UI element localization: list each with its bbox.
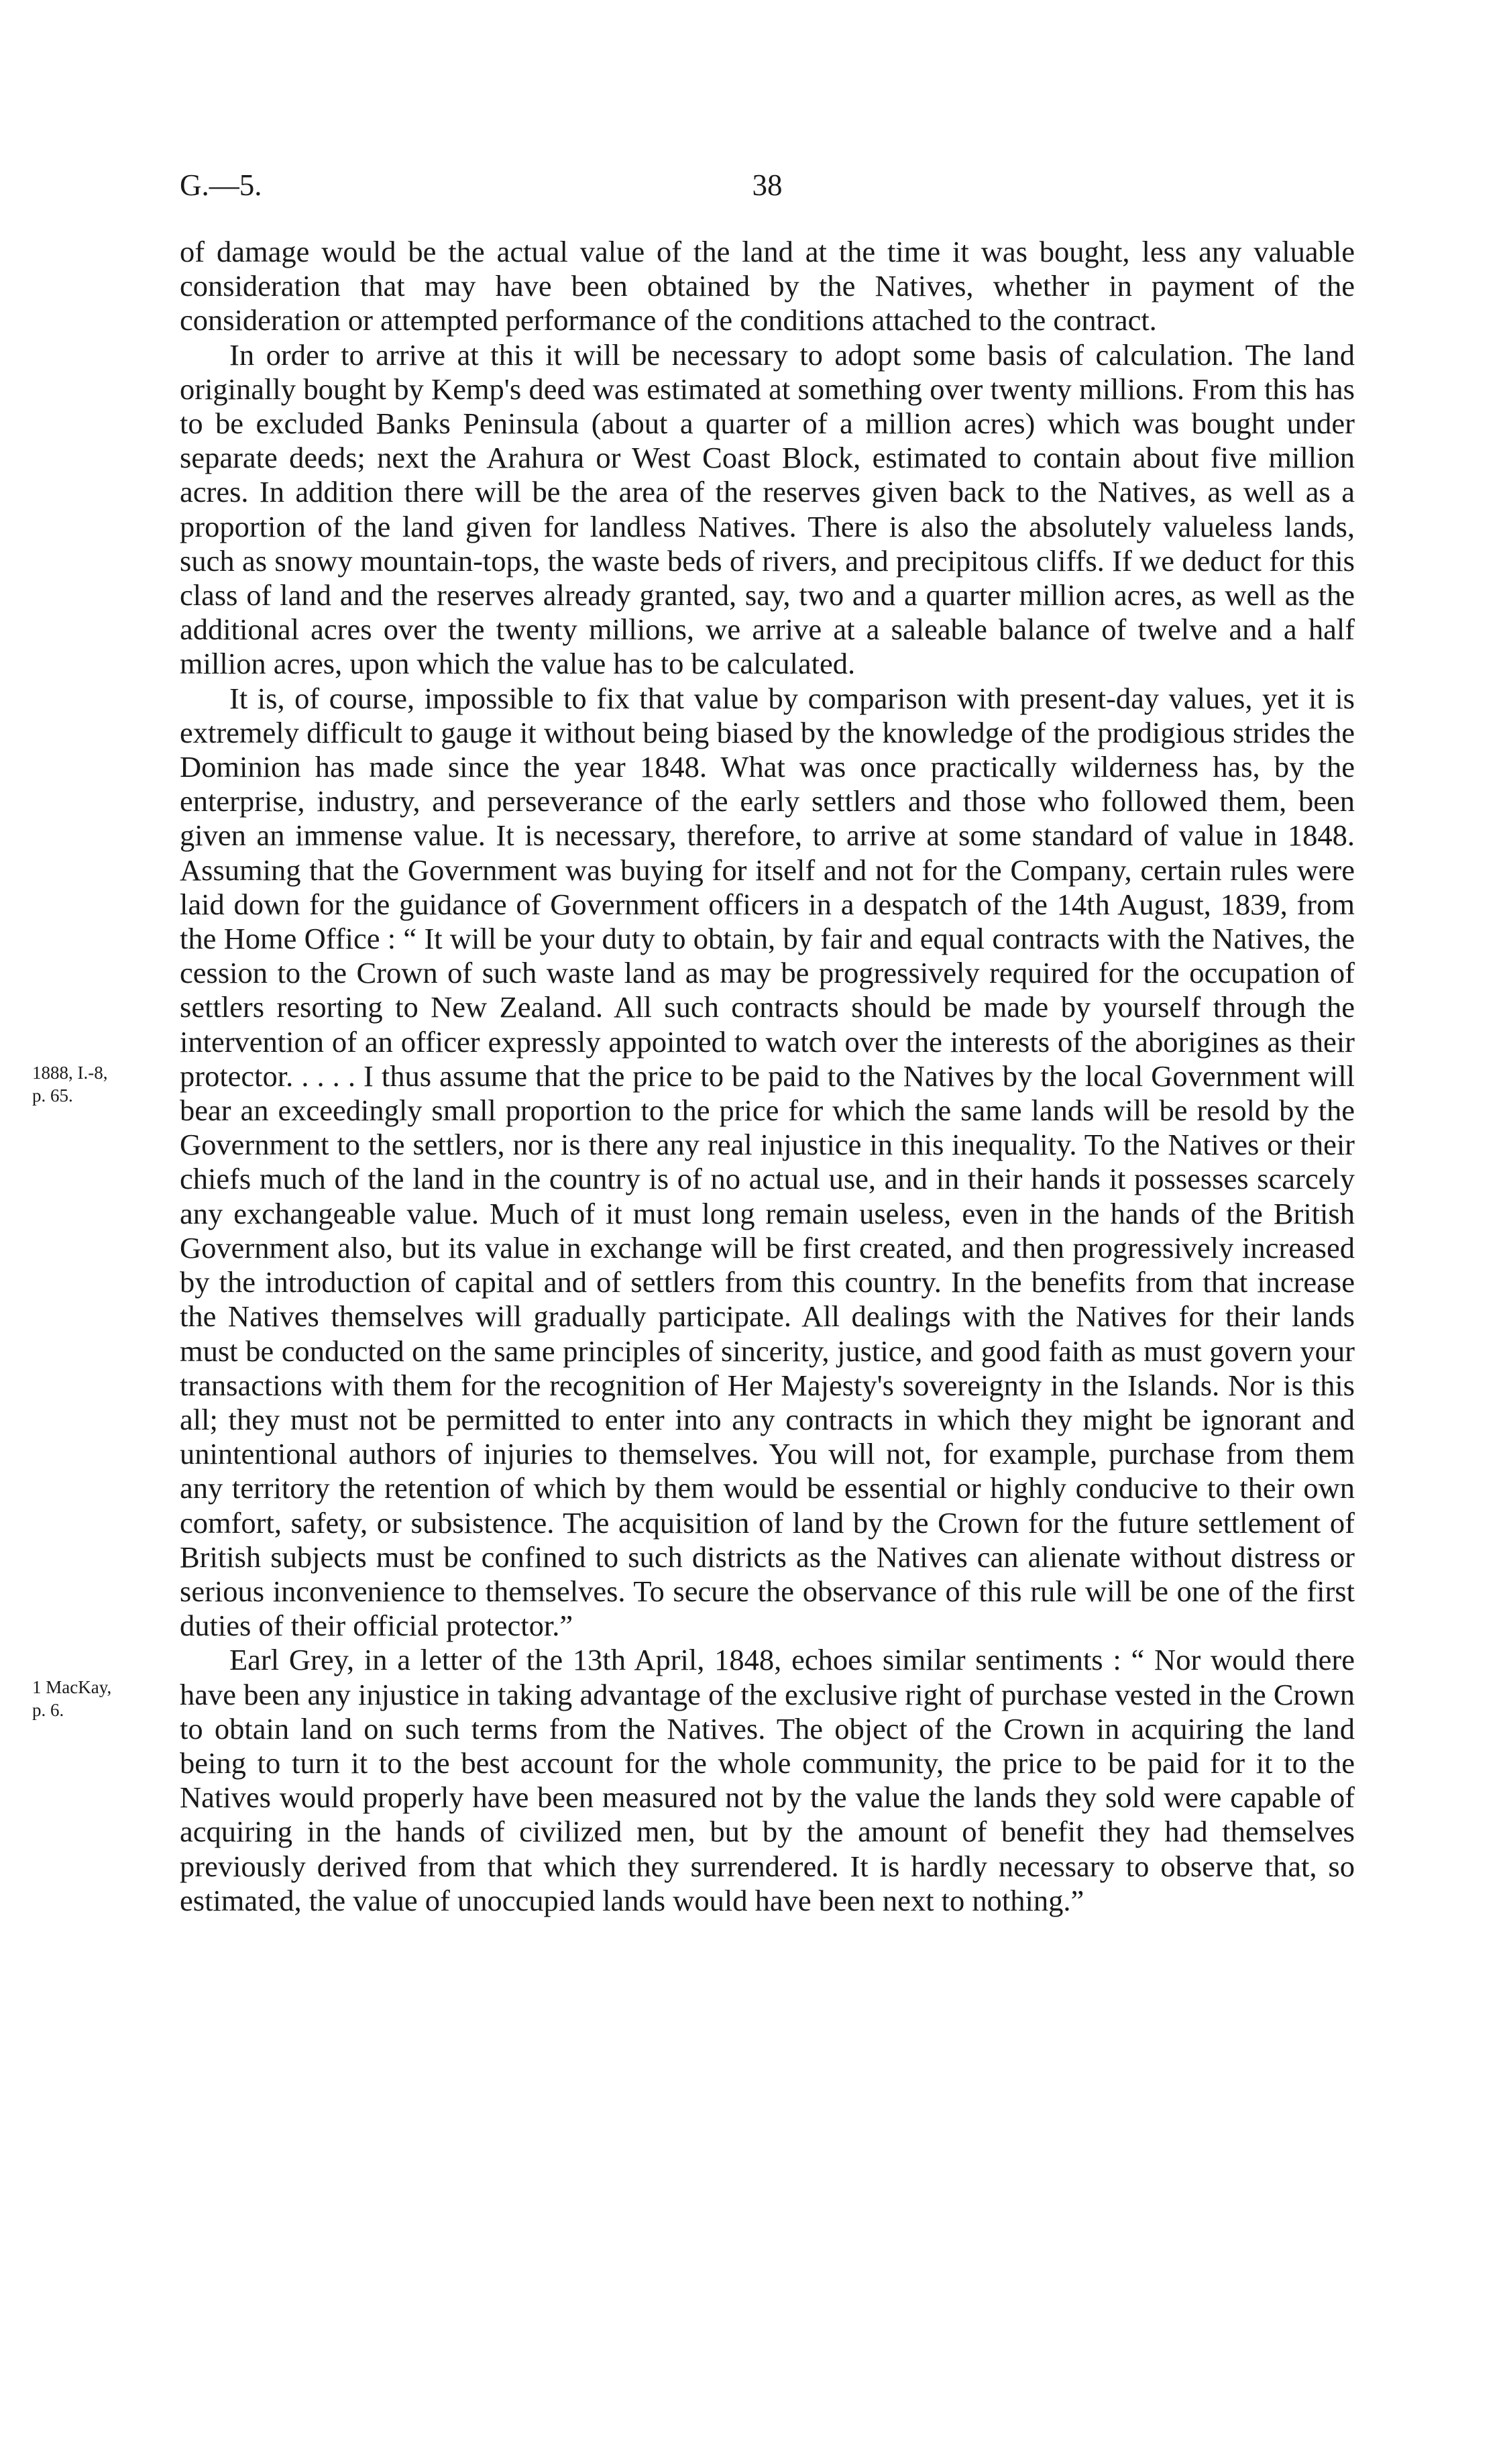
document-code: G.—5. bbox=[180, 168, 262, 202]
paragraph-earl-grey-letter: Earl Grey, in a letter of the 13th April, 1848, echoes similar sentiments : “ Nor would there have been any injustice in taking advantage of the exclusive right of purchase vested in the Crown to obtain land on such terms from the Natives. The object of the Crown in acquiring the land being to turn it to the best account for the whole community, the price to be paid for it to the Natives would properly have been measured not by the value the lands they sold were capable of acquiring in the hands of civilized men, but by the amount of benefit they had themselves previously derived from that which they surrendered. It is hardly necessary to observe that, so estimated, the value of unoccupied lands would have been next to nothing.” bbox=[180, 1643, 1355, 1917]
paragraph-calculation-basis: In order to arrive at this it will be necessary to adopt some basis of calculation. The land originally bought by Kemp's deed was estimated at something over twenty millions. From this has to be excluded Banks Peninsula (about a quarter of a million acres) which was bought under separate deeds; next the Arahura or West Coast Block, estimated to contain about five million acres. In addition there will be the area of the reserves given back to the Natives, as well as a proportion of the land given for landless Natives. There is also the absolutely valueless lands, such as snowy mountain-tops, the waste beds of rivers, and precipitous cliffs. If we deduct for this class of land and the reserves already granted, say, two and a quarter million acres, as well as the additional acres over the twenty millions, we arrive at a saleable balance of twelve and a half million acres, upon which the value has to be calculated. bbox=[180, 337, 1355, 681]
paragraph-continuation: of damage would be the actual value of the land at the time it was bought, less any valuable consideration that may have been obtained by the Natives, whether in payment of the consideration or attempted performance of the conditions attached to the contract. bbox=[180, 235, 1355, 337]
page-number: 38 bbox=[752, 168, 783, 202]
paragraph-standard-of-value: It is, of course, impossible to fix that value by comparison with present-day values, yet it is extremely difficult to gauge it without being biased by the knowledge of the prodigious strides the Dominion has made since the year 1848. What was once practically wilderness has, by the enterprise, industry, and perseverance of the early settlers and those who followed them, been given an immense value. It is necessary, therefore, to arrive at some standard of value in 1848. Assuming that the Government was buying for itself and not for the Company, certain rules were laid down for the guidance of Government officers in a despatch of the 14th August, 1839, from the Home Office : “ It will be your duty to obtain, by fair and equal contracts with the Natives, the cession to the Crown of such waste land as may be progressively required for the occupation of settlers resorting to New Zealand. All such contracts should be made by yourself through the intervention of an officer expressly appointed to watch over the interests of the aborigines as their protector. . . . . I thus assume that the price to be paid to the Natives by the local Government will bear an exceedingly small proportion to the price for which the same lands will be resold by the Government to the settlers, nor is there any real injustice in this inequality. To the Natives or their chiefs much of the land in the country is of no actual use, and in their hands it possesses scarcely any exchangeable value. Much of it must long remain useless, even in the hands of the British Government also, but its value in exchange will be first created, and then progressively increased by the introduction of capital and of settlers from this country. In the benefits from that increase the Natives themselves will gradually participate. All dealings with the Natives for their lands must be conducted on the same principles of sincerity, justice, and good faith as must govern your transactions with them for the recognition of Her Majesty's sovereignty in the Islands. Nor is this all; they must not be permitted to enter into any contracts in which they might be ignorant and unintentional authors of injuries to themselves. You will not, for example, purchase from them any territory the retention of which by them would be essential or highly conducive to their own comfort, safety, or subsistence. The acquisition of land by the Crown for the future settlement of British subjects must be confined to such districts as the Natives can alienate without distress or serious inconvenience to themselves. To secure the observance of this rule will be one of the first duties of their official protector.” bbox=[180, 681, 1355, 1643]
margin-note-reference: 1 MacKay, p. 6. bbox=[32, 1677, 112, 1720]
body-text bbox=[180, 235, 1355, 1918]
page-header bbox=[180, 168, 1355, 215]
margin-note-reference: 1888, I.-8, p. 65. bbox=[32, 1063, 108, 1106]
